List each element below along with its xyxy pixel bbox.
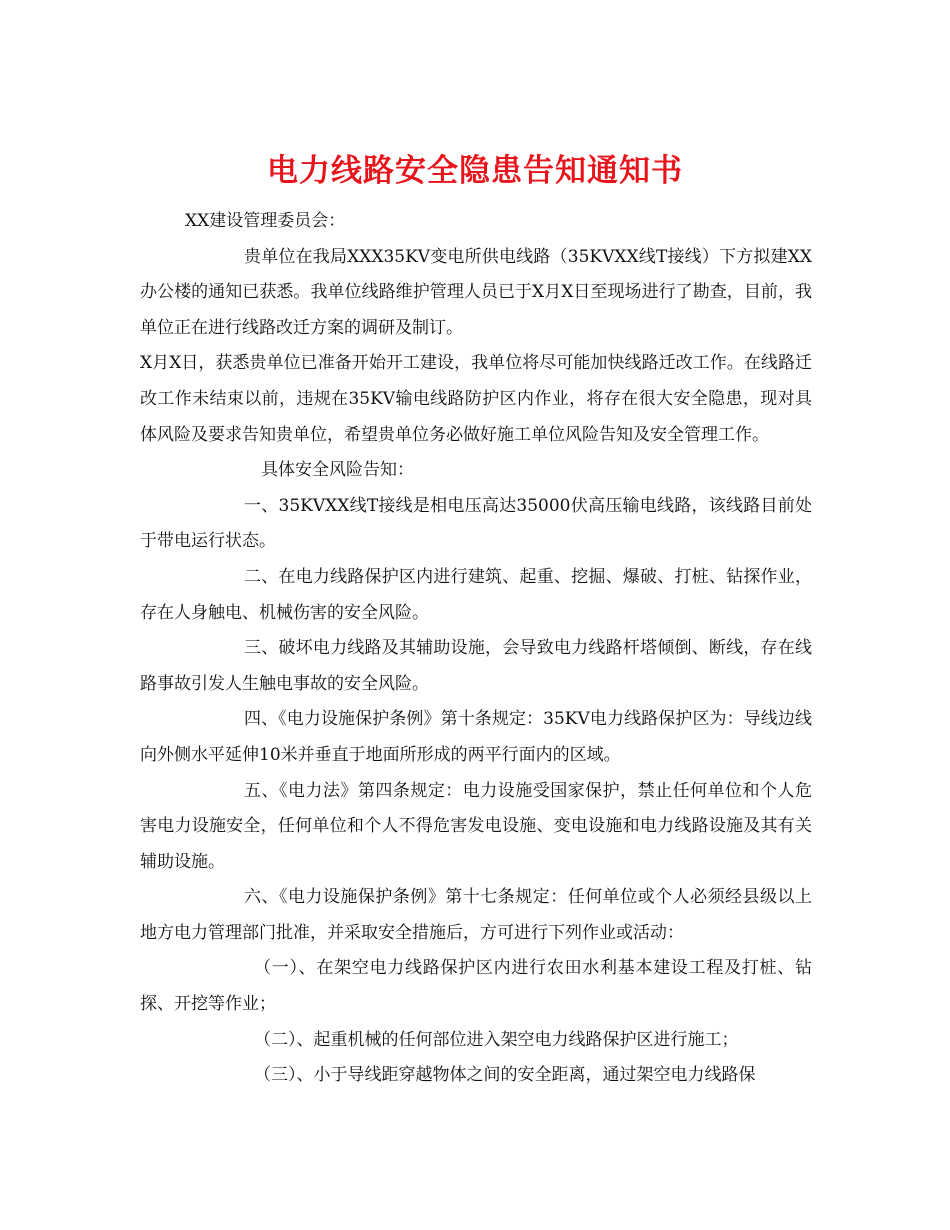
sub-item-2: （二）、起重机械的任何部位进入架空电力线路保护区进行施工； [254, 1029, 739, 1050]
sub-item-1: （一）、在架空电力线路保护区内进行农田水利基本建设工程及打桩、钻探、开挖等作业； [140, 958, 812, 1015]
risk-item-5: 五、《电力法》第四条规定：电力设施受国家保护，禁止任何单位和个人危害电力设施安全，任何单位和个人不得危害发电设施、变电设施和电力线路设施及其有关辅助设施。 [140, 780, 812, 872]
risk-item-3: 三、破坏电力线路及其辅助设施，会导致电力线路杆塔倾倒、断线，存在线路事故引发人生触电事故的安全风险。 [140, 638, 812, 694]
paragraph-notice: X月X日，获悉贵单位已准备开始开工建设，我单位将尽可能加快线路迁改工作。在线路迁改工作未结束以前，违规在35KV输电线路防护区内作业，将存在很大安全隐患，现对具体风险及要求告知贵单位，希望贵单位务必做好施工单位风险告知及安全管理工作。 [140, 353, 812, 445]
risk-item-4: 四、《电力设施保护条例》第十条规定：35KV电力线路保护区为：导线边线向外侧水平延伸10米并垂直于地面所形成的两平行面内的区域。 [140, 709, 812, 765]
paragraph-intro: 贵单位在我局XXX35KV变电所供电线路（35KVXX线T接线）下方拟建XX办公楼的通知已获悉。我单位线路维护管理人员已于X月X日至现场进行了勘查，目前，我单位正在进行线路改迁方案的调研及制订。 [140, 246, 812, 338]
document-title: 电力线路安全隐患告知通知书 [267, 152, 683, 189]
salutation: XX建设管理委员会： [185, 211, 346, 231]
risk-heading: 具体安全风险告知： [261, 460, 414, 481]
sub-item-3: （三）、小于导线距穿越物体之间的安全距离，通过架空电力线路保 [254, 1065, 756, 1086]
document-body [140, 204, 812, 1094]
risk-item-1: 一、35KVXX线T接线是相电压高达35000伏高压输电线路，该线路目前处于带电运行状态。 [140, 495, 812, 552]
risk-item-2: 二、在电力线路保护区内进行建筑、起重、挖掘、爆破、打桩、钻探作业，存在人身触电、机械伤害的安全风险。 [140, 566, 812, 623]
risk-item-6: 六、《电力设施保护条例》第十七条规定：任何单位或个人必须经县级以上地方电力管理部门批准，并采取安全措施后，方可进行下列作业或活动： [140, 887, 812, 943]
